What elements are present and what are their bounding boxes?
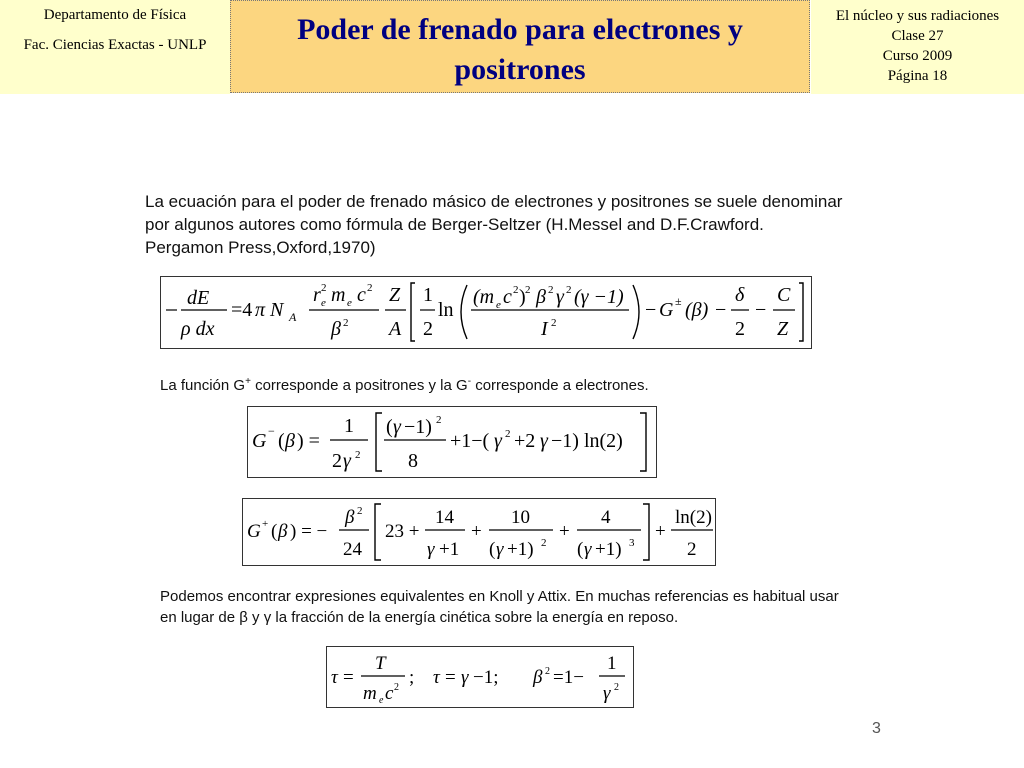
svg-text:4: 4	[601, 507, 611, 528]
svg-text:γ: γ	[461, 667, 469, 688]
svg-text:e: e	[321, 297, 326, 309]
svg-text:8: 8	[408, 450, 418, 472]
svg-text:2: 2	[357, 505, 363, 517]
g-text-c: corresponde a electrones.	[471, 377, 649, 394]
svg-text:β: β	[345, 507, 355, 528]
svg-text:−1) ln(2): −1) ln(2)	[551, 430, 623, 452]
svg-text:2: 2	[332, 450, 342, 472]
svg-text:2: 2	[321, 282, 327, 294]
g-minus-equation-graphic	[248, 407, 656, 477]
svg-text:3: 3	[629, 537, 635, 549]
svg-text:A: A	[389, 318, 402, 340]
svg-text:10: 10	[511, 507, 530, 528]
svg-text:=: =	[343, 667, 354, 688]
svg-text:β: β	[533, 667, 543, 688]
svg-text:T: T	[375, 653, 386, 674]
svg-text:1: 1	[607, 653, 617, 674]
svg-text:2: 2	[566, 284, 572, 296]
berger-seltzer-equation	[160, 276, 812, 349]
svg-text:τ: τ	[331, 667, 338, 688]
svg-text:+1): +1)	[507, 539, 534, 560]
svg-text:(γ −1): (γ −1)	[574, 286, 624, 308]
svg-text:γ: γ	[584, 539, 592, 560]
tau-definition-equation-graphic	[327, 647, 633, 707]
svg-text:m: m	[363, 683, 377, 704]
intro-paragraph: La ecuación para el poder de frenado másico de electrones y positrones se suele denominar por algunos autores como fórmula de Berger-Seltzer (H.Messel and D.F.Crawford. Pergamon Press,Oxford,1970)	[145, 192, 843, 257]
svg-text:γ: γ	[427, 539, 435, 560]
svg-text:1: 1	[423, 284, 433, 306]
tau-definition-equation	[326, 646, 634, 708]
svg-text:+: +	[471, 521, 482, 542]
svg-text:G: G	[247, 521, 261, 542]
svg-text:24: 24	[343, 539, 362, 560]
svg-text:I: I	[541, 318, 548, 340]
slide-title: Poder de frenado para electrones y positrones	[230, 0, 810, 93]
page-label: Página 18	[887, 68, 948, 84]
svg-text:+: +	[559, 521, 570, 542]
svg-text:1: 1	[344, 415, 354, 437]
svg-text:m: m	[331, 284, 346, 306]
page-number: 3	[872, 720, 881, 737]
g-plus-equation	[242, 498, 716, 566]
svg-text:A: A	[289, 310, 297, 324]
svg-text:β: β	[285, 430, 295, 452]
header-right-box	[811, 0, 1024, 94]
svg-text:G: G	[252, 430, 267, 452]
svg-text:2: 2	[687, 539, 697, 560]
svg-text:23 +: 23 +	[385, 521, 420, 542]
svg-text:2: 2	[513, 284, 519, 296]
svg-text:π N: π N	[255, 299, 284, 321]
svg-text:2: 2	[355, 449, 361, 461]
svg-text:=: =	[445, 667, 456, 688]
svg-text:−1;: −1;	[473, 667, 499, 688]
g-text-a: La función G	[160, 377, 246, 394]
svg-text:+2: +2	[514, 430, 536, 452]
svg-text:c: c	[357, 284, 366, 306]
g-plus-equation-graphic	[243, 499, 715, 565]
svg-text:e: e	[347, 297, 352, 309]
svg-text:2: 2	[423, 318, 433, 340]
svg-text:(β): (β)	[685, 299, 709, 321]
equivalent-expressions-paragraph: Podemos encontrar expresiones equivalentes en Knoll y Attix. En muchas referencias es habitual usar en lugar de β y γ la fracción de la energía cinética sobre la energía en reposo.	[160, 588, 839, 626]
course-year: Curso 2009	[882, 48, 953, 64]
g-minus-equation	[247, 406, 657, 478]
svg-text:γ: γ	[496, 539, 504, 560]
svg-text:+: +	[262, 518, 269, 530]
svg-text:dE: dE	[187, 287, 210, 309]
svg-text:+1: +1	[439, 539, 460, 560]
svg-text:−: −	[715, 299, 727, 321]
svg-text:+: +	[655, 521, 666, 542]
svg-text:−1): −1)	[404, 416, 432, 438]
svg-text:c: c	[385, 683, 394, 704]
svg-text:2: 2	[545, 666, 550, 677]
svg-text:+1): +1)	[595, 539, 622, 560]
svg-text:γ: γ	[540, 430, 548, 452]
svg-text:Z: Z	[389, 284, 401, 306]
svg-text:2: 2	[551, 317, 557, 329]
svg-text:2: 2	[548, 284, 554, 296]
svg-text:2: 2	[436, 414, 442, 426]
svg-text:(: (	[271, 521, 278, 542]
course-name: El núcleo y sus radiaciones	[835, 8, 1000, 24]
svg-text:γ: γ	[393, 416, 401, 438]
berger-seltzer-equation-graphic	[161, 277, 811, 348]
svg-text:τ: τ	[433, 667, 440, 688]
svg-text:(: (	[489, 539, 496, 560]
g-plus-sup: +	[245, 376, 251, 387]
svg-text:β: β	[278, 521, 288, 542]
svg-text:2: 2	[735, 318, 745, 340]
svg-text:(: (	[577, 539, 584, 560]
svg-text:e: e	[496, 299, 501, 311]
svg-text:r: r	[313, 284, 321, 306]
svg-text:=1−: =1−	[553, 667, 584, 688]
svg-text:) =: ) =	[297, 430, 320, 452]
svg-text:±: ±	[675, 294, 682, 308]
svg-text:γ: γ	[556, 286, 564, 308]
svg-text:−: −	[645, 299, 657, 321]
g-minus-sup: -	[467, 376, 472, 387]
svg-text:−: −	[755, 299, 767, 321]
svg-text:2: 2	[343, 317, 349, 329]
svg-text:e: e	[379, 695, 384, 706]
svg-text:ln: ln	[438, 299, 454, 321]
svg-text:β: β	[536, 286, 546, 308]
svg-text:ρ dx: ρ dx	[181, 318, 215, 340]
svg-text:2: 2	[541, 537, 547, 549]
svg-text:−: −	[268, 424, 275, 438]
svg-text:(: (	[278, 430, 285, 452]
g-text-b: corresponde a positrones y la G	[250, 377, 468, 394]
svg-text:δ: δ	[735, 284, 745, 306]
svg-text:G: G	[659, 299, 674, 321]
svg-text:c: c	[503, 286, 512, 308]
svg-text:;: ;	[409, 667, 415, 688]
svg-text:C: C	[777, 284, 791, 306]
faculty-label: Fac. Ciencias Exactas - UNLP	[23, 37, 207, 53]
svg-text:γ: γ	[343, 450, 351, 472]
class-number: Clase 27	[891, 28, 944, 44]
header-left-box	[0, 0, 230, 94]
department-label: Departamento de Física	[43, 7, 187, 23]
svg-text:γ: γ	[603, 683, 611, 704]
svg-text:2: 2	[525, 284, 531, 296]
svg-text:) = −: ) = −	[290, 521, 328, 542]
svg-text:(: (	[386, 416, 393, 438]
svg-text:2: 2	[394, 682, 399, 693]
svg-text:14: 14	[435, 507, 454, 528]
svg-text:=4: =4	[231, 299, 253, 321]
svg-text:): )	[519, 286, 526, 308]
svg-text:2: 2	[614, 682, 619, 693]
svg-text:+1−(: +1−(	[450, 430, 490, 452]
svg-text:ln(2): ln(2)	[675, 507, 712, 528]
svg-text:2: 2	[505, 428, 511, 440]
svg-text:γ: γ	[494, 430, 502, 452]
svg-text:(m: (m	[473, 286, 495, 308]
g-function-description	[160, 372, 760, 396]
svg-text:β: β	[331, 318, 341, 340]
svg-text:Z: Z	[777, 318, 789, 340]
svg-text:2: 2	[367, 282, 373, 294]
